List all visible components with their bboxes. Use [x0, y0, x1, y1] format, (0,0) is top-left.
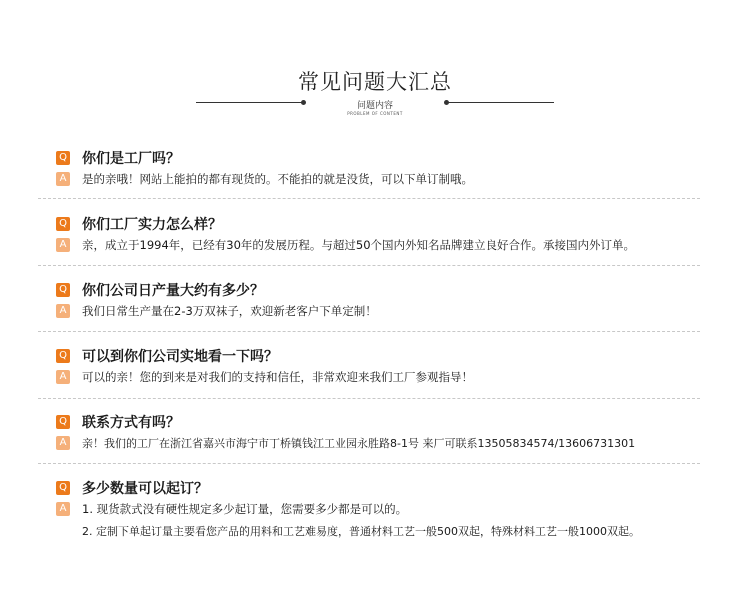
- faq-answer-row: [56, 170, 696, 188]
- answer-badge: A: [56, 436, 70, 450]
- question-badge: Q: [56, 151, 70, 165]
- faq-answer-row: [56, 522, 696, 540]
- faq-question-row: [56, 149, 696, 167]
- faq-item: [56, 215, 696, 254]
- answer-badge: A: [56, 370, 70, 384]
- faq-answer: 2. 定制下单起订量主要看您产品的用料和工艺难易度，普通材料工艺一般500双起，特殊材料工艺一般1000双起。: [82, 525, 640, 538]
- faq-question-row: [56, 215, 696, 233]
- faq-answer-row: [56, 500, 696, 518]
- answer-badge: A: [56, 238, 70, 252]
- faq-question: 你们是工厂吗？: [82, 151, 180, 167]
- faq-question: 联系方式有吗？: [82, 415, 180, 431]
- faq-item: [56, 281, 696, 320]
- page-subtitle-english: PROBLEM OF CONTENT: [347, 111, 403, 116]
- faq-answer-row: [56, 368, 696, 386]
- faq-answer-row: [56, 302, 696, 320]
- faq-item: [56, 479, 696, 540]
- faq-answer-row: [56, 434, 696, 452]
- faq-answer-row: [56, 236, 696, 254]
- faq-item: [56, 149, 696, 188]
- question-badge: Q: [56, 415, 70, 429]
- page-subtitle: 问题内容: [356, 101, 393, 111]
- question-badge: Q: [56, 481, 70, 495]
- faq-item: [56, 413, 696, 452]
- faq-separator: [38, 198, 700, 199]
- faq-answer: 1. 现货款式没有硬性规定多少起订量，您需要多少都是可以的。: [82, 502, 408, 516]
- title-divider-right: [446, 102, 554, 103]
- faq-separator: [38, 398, 700, 399]
- question-badge: Q: [56, 283, 70, 297]
- faq-answer: 我们日常生产量在2-3万双袜子，欢迎新老客户下单定制！: [82, 304, 377, 318]
- faq-answer: 是的亲哦！网站上能拍的都有现货的。不能拍的就是没货，可以下单订制哦。: [82, 172, 473, 186]
- faq-question: 你们公司日产量大约有多少？: [82, 283, 264, 299]
- faq-item: [56, 347, 696, 386]
- faq-question-row: [56, 479, 696, 497]
- question-badge: Q: [56, 217, 70, 231]
- faq-question: 可以到你们公司实地看一下吗？: [82, 349, 278, 365]
- page-title: 常见问题大汇总: [298, 70, 452, 94]
- faq-separator: [38, 463, 700, 464]
- answer-badge: A: [56, 172, 70, 186]
- faq-question: 你们工厂实力怎么样？: [82, 217, 222, 233]
- faq-answer: 亲！我们的工厂在浙江省嘉兴市海宁市丁桥镇钱江工业园永胜路8-1号 来厂可联系13505834574/13606731301: [82, 437, 636, 450]
- faq-answer: 亲，成立于1994年，已经有30年的发展历程。与超过50个国内外知名品牌建立良好合作。承接国内外订单。: [82, 238, 636, 252]
- faq-question: 多少数量可以起订？: [82, 481, 208, 497]
- question-badge: Q: [56, 349, 70, 363]
- faq-question-row: [56, 413, 696, 431]
- faq-question-row: [56, 281, 696, 299]
- answer-badge: A: [56, 304, 70, 318]
- faq-question-row: [56, 347, 696, 365]
- answer-badge: A: [56, 502, 70, 516]
- faq-header: [0, 0, 750, 130]
- faq-separator: [38, 265, 700, 266]
- faq-answer: 可以的亲！您的到来是对我们的支持和信任，非常欢迎来我们工厂参观指导！: [82, 370, 473, 384]
- faq-separator: [38, 331, 700, 332]
